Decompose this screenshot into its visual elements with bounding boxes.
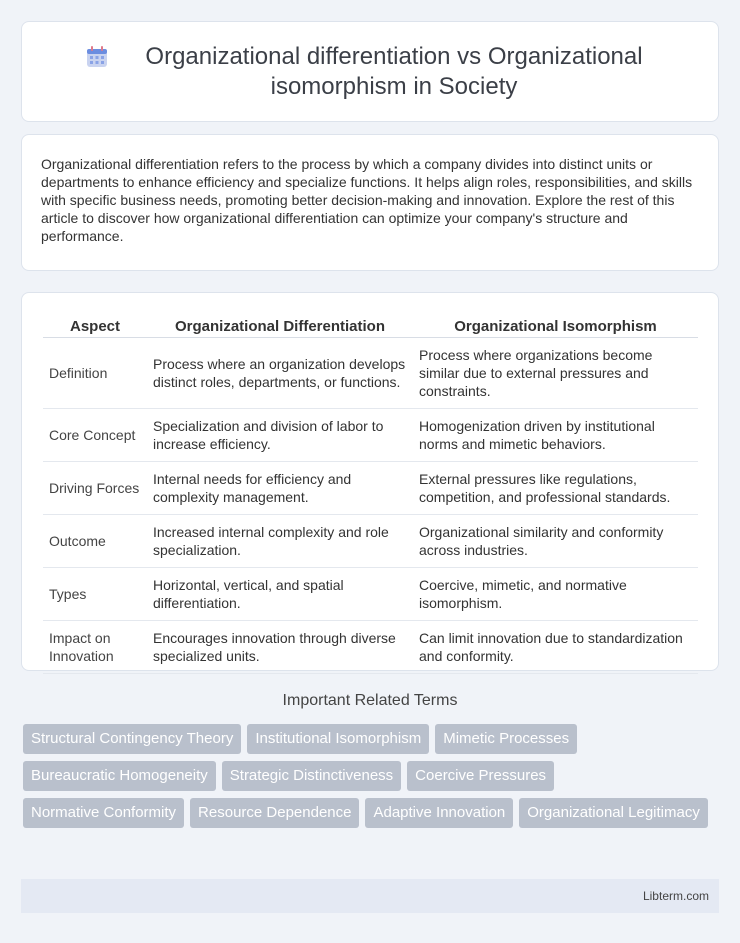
cell-differentiation: Increased internal complexity and role specialization. <box>147 515 413 568</box>
related-term-tag[interactable]: Normative Conformity <box>23 798 184 828</box>
table-row <box>43 338 698 409</box>
cell-isomorphism: Process where organizations become similar due to external pressures and constraints. <box>413 338 698 409</box>
title-wrap <box>86 42 654 102</box>
cell-isomorphism: Coercive, mimetic, and normative isomorphism. <box>413 568 698 621</box>
table-row <box>43 568 698 621</box>
related-term-tag[interactable]: Mimetic Processes <box>435 724 577 754</box>
table-body <box>43 338 698 674</box>
related-term-tag[interactable]: Adaptive Innovation <box>365 798 513 828</box>
table-row <box>43 409 698 462</box>
related-terms-heading: Important Related Terms <box>282 692 458 709</box>
cell-aspect: Core Concept <box>43 409 147 462</box>
related-term-tag[interactable]: Bureaucratic Homogeneity <box>23 761 216 791</box>
table-row <box>43 621 698 674</box>
cell-aspect: Outcome <box>43 515 147 568</box>
table-header-row <box>43 313 698 338</box>
footer <box>21 879 719 913</box>
cell-differentiation: Specialization and division of labor to increase efficiency. <box>147 409 413 462</box>
header-aspect: Aspect <box>43 313 147 338</box>
cell-isomorphism: Homogenization driven by institutional norms and mimetic behaviors. <box>413 409 698 462</box>
header-differentiation: Organizational Differentiation <box>147 313 413 338</box>
related-term-tag[interactable]: Strategic Distinctiveness <box>222 761 401 791</box>
cell-isomorphism: External pressures like regulations, competition, and professional standards. <box>413 462 698 515</box>
cell-aspect: Types <box>43 568 147 621</box>
related-term-tag[interactable]: Organizational Legitimacy <box>519 798 708 828</box>
cell-isomorphism: Organizational similarity and conformity across industries. <box>413 515 698 568</box>
related-term-tag[interactable]: Institutional Isomorphism <box>247 724 429 754</box>
title-card <box>21 21 719 122</box>
table-row <box>43 462 698 515</box>
page-title: Organizational differentiation vs Organizational isomorphism in Society <box>145 42 643 100</box>
related-terms-list <box>23 724 723 835</box>
related-term-tag[interactable]: Coercive Pressures <box>407 761 554 791</box>
related-term-tag[interactable]: Resource Dependence <box>190 798 359 828</box>
related-term-tag[interactable]: Structural Contingency Theory <box>23 724 241 754</box>
cell-differentiation: Process where an organization develops distinct roles, departments, or functions. <box>147 338 413 409</box>
cell-aspect: Driving Forces <box>43 462 147 515</box>
cell-differentiation: Internal needs for efficiency and complexity management. <box>147 462 413 515</box>
intro-card <box>21 134 719 271</box>
comparison-table <box>43 313 698 674</box>
intro-text: Organizational differentiation refers to the process by which a company divides into distinct units or departments to enhance efficiency and specialize functions. It helps align roles, responsibilities, and skills with specific business needs, promoting better decision-making and innovation. Explore the rest of this article to discover how organizational differentiation can optimize your company's structure and performance. <box>41 156 693 244</box>
cell-aspect: Definition <box>43 338 147 409</box>
footer-brand[interactable]: Libterm.com <box>642 889 709 903</box>
comparison-card <box>21 292 719 671</box>
calendar-icon <box>86 46 108 68</box>
cell-differentiation: Encourages innovation through diverse specialized units. <box>147 621 413 674</box>
cell-differentiation: Horizontal, vertical, and spatial differentiation. <box>147 568 413 621</box>
table-row <box>43 515 698 568</box>
header-isomorphism: Organizational Isomorphism <box>413 313 698 338</box>
cell-isomorphism: Can limit innovation due to standardization and conformity. <box>413 621 698 674</box>
cell-aspect: Impact on Innovation <box>43 621 147 674</box>
